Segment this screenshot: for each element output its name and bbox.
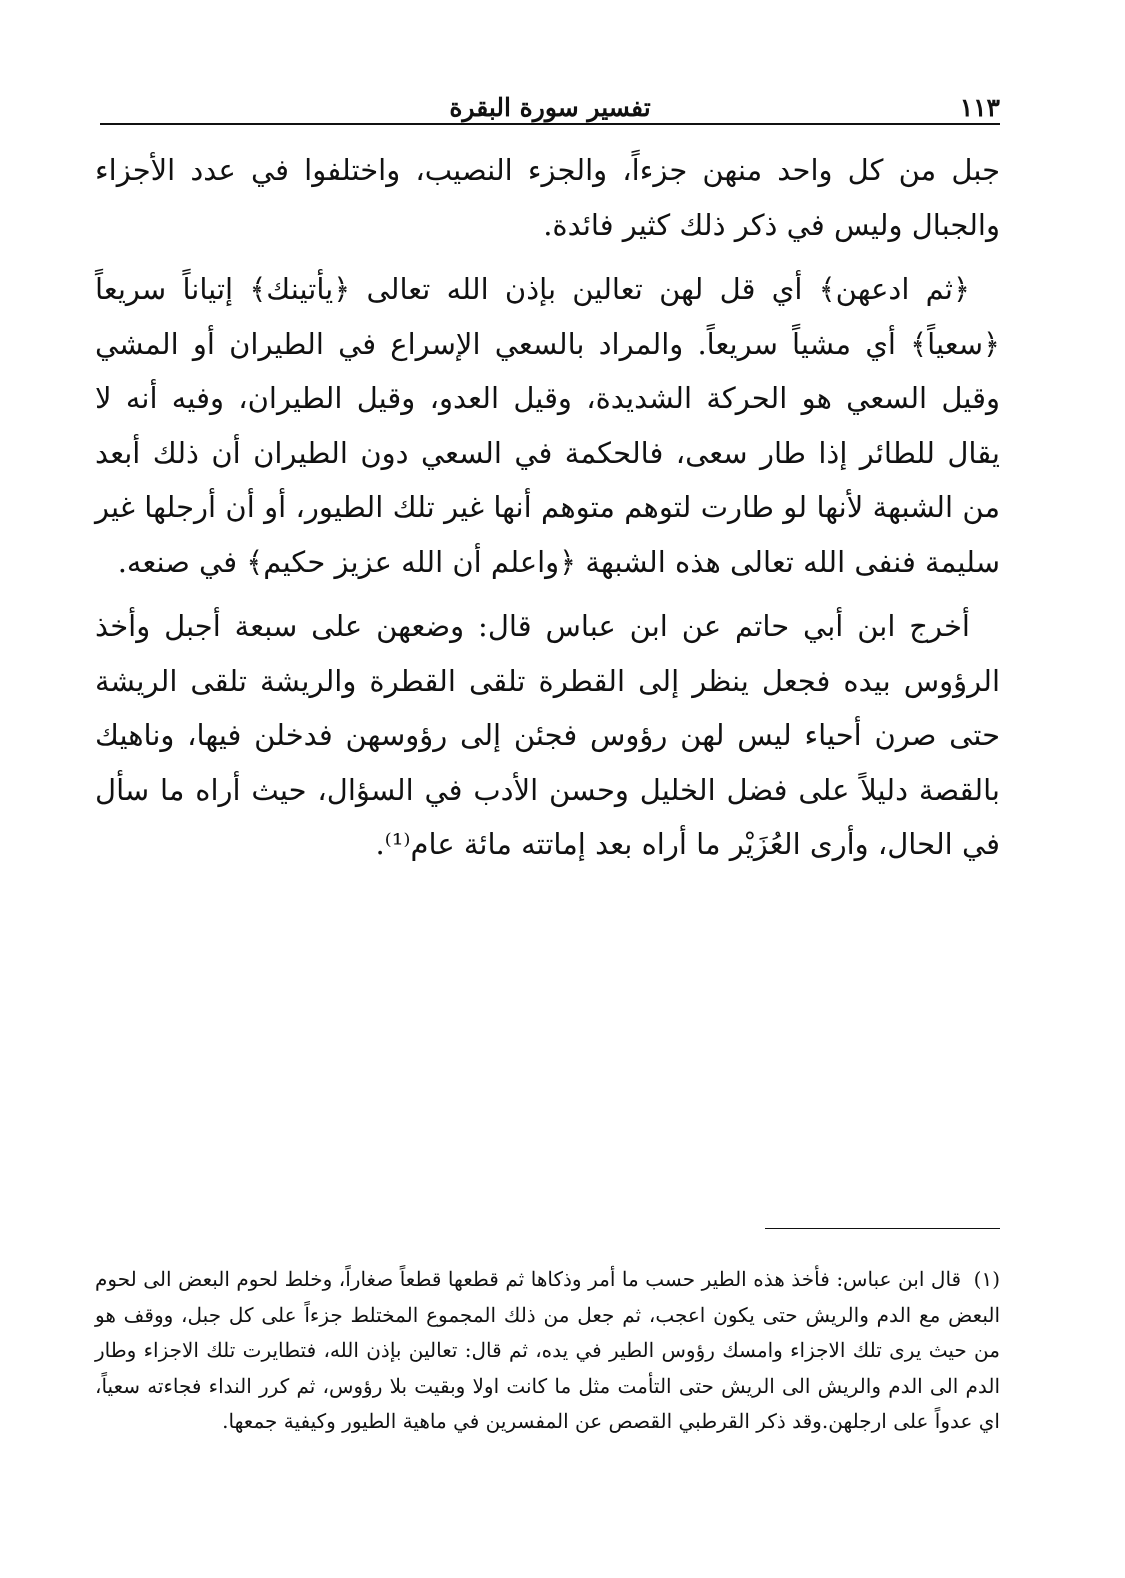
footnote [95, 1262, 1000, 1440]
paragraph: ﴿ثم ادعهن﴾ أي قل لهن تعالين بإذن الله تعالى ﴿يأتينك﴾ إتياناً سريعاً ﴿سعياً﴾ أي مشياً سريعاً. والمراد بالسعي الإسراع في الطيران أو المشي وقيل السعي هو الحركة الشديدة، وقيل العدو، وقيل الطيران، وفيه أنه لا يقال للطائر إذا طار سعى، فالحكمة في السعي دون الطيران أن ذلك أبعد من الشبهة لأنها لو طارت لتوهم متوهم أنها غير تلك الطيور، أو أن أرجلها غير سليمة فنفى الله تعالى هذه الشبهة ﴿واعلم أن الله عزيز حكيم﴾ في صنعه. [95, 272, 1000, 579]
footnote-text: قال ابن عباس: فأخذ هذه الطير حسب ما أمر وذكاها ثم قطعها قطعاً صغاراً، وخلط لحوم البعض الى لحوم البعض مع الدم والريش حتى يكون اعجب، ثم جعل من ذلك المجموع المختلط جزءاً على كل جبل، ووقف هو من حيث يرى تلك الاجزاء وامسك رؤوس الطير في يده، ثم قال: تعالين بإذن الله، فتطايرت تلك الاجزاء وطار الدم الى الدم والريش الى الريش حتى التأمت مثل ما كانت اولا وبقيت بلا رؤوس، ثم كرر النداء فجاءته سعياً، اي عدواً على ارجلهن.وقد ذكر القرطبي القصص عن المفسرين في ماهية الطيور وكيفية جمعها. [95, 1267, 1000, 1433]
main-text [95, 143, 1000, 882]
paragraph: جبل من كل واحد منهن جزءاً، والجزء النصيب، واختلفوا في عدد الأجزاء والجبال وليس في ذكر ذلك كثير فائدة. [95, 153, 1000, 242]
footnote-separator [765, 1228, 1000, 1229]
page-number: ١١٣ [959, 93, 1000, 122]
page-header [100, 78, 1000, 122]
paragraph: أخرج ابن أبي حاتم عن ابن عباس قال: وضعهن على سبعة أجبل وأخذ الرؤوس بيده فجعل ينظر إلى القطرة تلقى القطرة والريشة تلقى الريشة حتى صرن أحياء ليس لهن رؤوس فجئن إلى رؤوسهن فدخلن فيها، وناهيك بالقصة دليلاً على فضل الخليل وحسن الأدب في السؤال، حيث أراه ما سأل في الحال، وأرى العُزَيْر ما أراه بعد إماتته مائة عام⁽¹⁾. [95, 609, 1001, 861]
footnote-number: (١) [973, 1267, 1000, 1291]
header-rule [100, 123, 1000, 125]
running-title: تفسير سورة البقرة [449, 93, 651, 122]
footnotes [95, 1262, 1000, 1440]
